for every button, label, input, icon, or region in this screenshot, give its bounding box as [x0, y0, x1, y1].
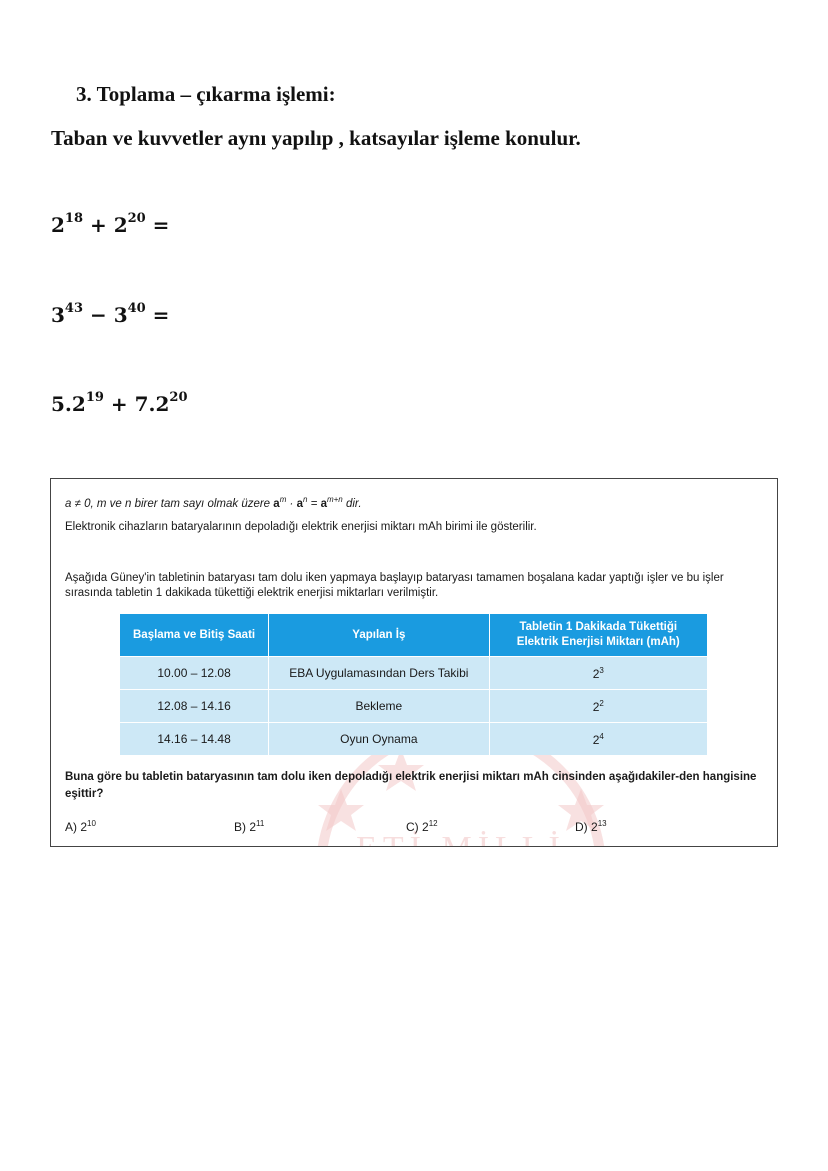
- expression-3: $5.2^{19} + 7.2^{20}$: [51, 390, 188, 416]
- exponent-rule: a ≠ 0, m ve n birer tam sayı olmak üzere $a^m \cdot a^n = a^{m+n}$ dir.: [65, 495, 362, 510]
- option-d[interactable]: D) $2^{13}$: [575, 819, 607, 834]
- table-header-energy: Tabletin 1 Dakikada Tükettiği Elektrik Enerjisi Miktarı (mAh): [489, 614, 707, 657]
- expression-2: $3^{43} - 3^{40}$ =: [51, 301, 170, 327]
- option-b[interactable]: B) $2^{11}$: [234, 819, 265, 834]
- table-row: [120, 723, 707, 756]
- table-cell-energy: $2^4$: [489, 723, 707, 756]
- section-heading: 3. Toplama – çıkarma işlemi:: [76, 82, 336, 106]
- question-box: [50, 478, 778, 867]
- watermark-text: ETİ MİLLİ: [356, 830, 566, 867]
- question-prompt: Buna göre bu tabletin bataryasının tam dolu iken depoladığı elektrik enerjisi miktarı mAh cinsinden aşağıdakiler-den hangisine eşittir?: [65, 771, 757, 800]
- table-header-time: Başlama ve Bitiş Saati: [120, 614, 269, 657]
- table-row: [120, 690, 707, 723]
- info-text-1: Elektronik cihazların bataryalarının depoladığı elektrik enerjisi miktarı mAh birimi ile gösterilir.: [65, 521, 537, 533]
- table-cell-energy: $2^2$: [489, 690, 707, 723]
- info-text-2: Aşağıda Güney'in tabletinin bataryası tam dolu iken yapmaya başlayıp bataryası tamamen boşalana kadar yaptığı işler ve bu işler sırasında tabletin 1 dakikada tükettiği elektrik enerjisi miktarları verilmiştir.: [65, 572, 724, 599]
- table-cell-time: 14.16 – 14.48: [120, 723, 269, 756]
- table-header-task: Yapılan İş: [269, 614, 489, 657]
- table-cell-task: Bekleme: [269, 690, 489, 723]
- table-row: [120, 657, 707, 690]
- table-cell-task: EBA Uygulamasından Ders Takibi: [269, 657, 489, 690]
- table-cell-task: Oyun Oynama: [269, 723, 489, 756]
- table-cell-time: 12.08 – 14.16: [120, 690, 269, 723]
- option-a[interactable]: A) $2^{10}$: [65, 819, 96, 834]
- expression-1: $2^{18} + 2^{20}$ =: [51, 211, 170, 237]
- table-cell-energy: $2^3$: [489, 657, 707, 690]
- table-header-row: [120, 614, 707, 657]
- section-subheading: Taban ve kuvvetler aynı yapılıp , katsayılar işleme konulur.: [51, 126, 581, 150]
- table-cell-time: 10.00 – 12.08: [120, 657, 269, 690]
- option-c[interactable]: C) $2^{12}$: [406, 819, 438, 834]
- energy-table: [120, 614, 707, 755]
